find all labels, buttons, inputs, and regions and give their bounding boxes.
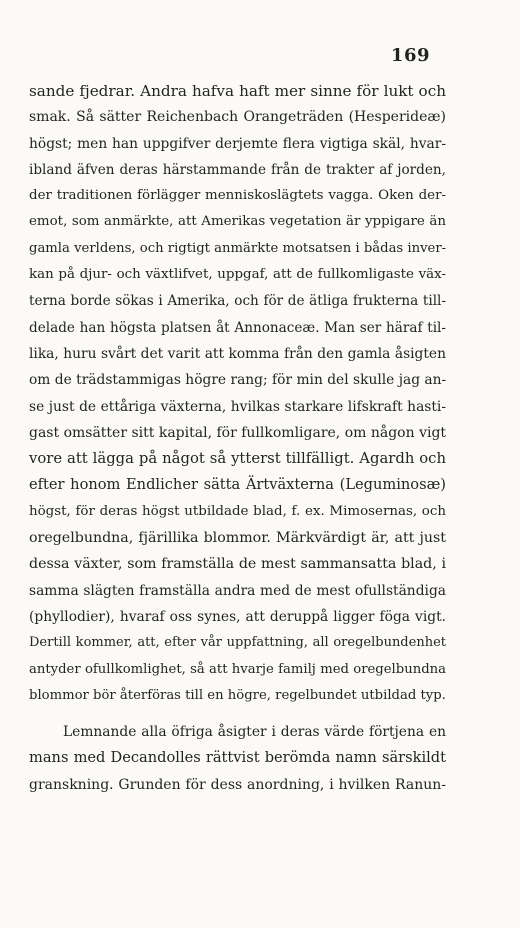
- text-line: sande fjedrar. Andra hafva haft mer sinne för lukt och: [29, 82, 446, 100]
- text-line: ibland äfven deras härstammande från de trakter af jorden,: [29, 161, 446, 178]
- body-text: [29, 78, 446, 798]
- text-line: se just de ettåriga växterna, hvilkas starkare lifskraft hasti-: [29, 398, 446, 415]
- text-line: kan på djur- och växtlifvet, uppgaf, att de fullkomligaste väx-: [29, 267, 446, 283]
- text-line: Dertill kommer, att, efter vår uppfattning, all oregelbundenhet: [29, 635, 446, 651]
- text-line: dessa växter, som framställa de mest sammansatta blad, i: [29, 556, 446, 573]
- text-line: oregelbundna, fjärillika blommor. Märkvärdigt är, att just: [29, 530, 446, 547]
- text-line: (phyllodier), hvaraf oss synes, att deruppå ligger föga vigt.: [29, 608, 446, 625]
- text-line: mans med Decandolles rättvist berömda namn särskildt: [29, 749, 446, 767]
- text-line: smak. Så sätter Reichenbach Orangeträden (Hesperideæ): [29, 109, 446, 126]
- text-line: granskning. Grunden för dess anordning, i hvilken Ranun-: [29, 776, 446, 793]
- text-line: högst; men han uppgifver derjemte flera vigtiga skäl, hvar-: [29, 135, 446, 152]
- text-line: efter honom Endlicher sätta Ärtväxterna (Leguminosæ): [29, 476, 446, 494]
- text-line: antyder ofullkomlighet, så att hvarje familj med oregelbundna: [29, 661, 446, 677]
- page-number: 169: [390, 45, 430, 66]
- text-line: gamla verldens, och rigtigt anmärkte motsatsen i bådas inver-: [29, 240, 447, 256]
- text-line: terna borde sökas i Amerika, och för de ätliga frukterna till-: [29, 293, 446, 310]
- paragraph: [29, 78, 446, 709]
- text-line: emot, som anmärkte, att Amerikas vegetation är yppigare än: [29, 214, 446, 230]
- text-line: der traditionen förlägger menniskoslägtets vagga. Oken der-: [29, 188, 446, 204]
- text-line: delade han högsta platsen åt Annonaceæ. Man ser häraf til-: [29, 319, 446, 336]
- text-line: lika, huru svårt det varit att komma från den gamla åsigten: [29, 345, 446, 362]
- text-line: vore att lägga på något så ytterst tillfälligt. Agardh och: [29, 450, 446, 468]
- text-line: om de trädstammigas högre rang; för min del skulle jag an-: [29, 372, 447, 389]
- paragraph: [29, 719, 446, 798]
- text-line: samma slägten framställa andra med de mest ofullständiga: [29, 582, 446, 599]
- text-line: högst, för deras högst utbildade blad, f. ex. Mimosernas, och: [29, 503, 446, 519]
- text-line: gast omsätter sitt kapital, för fullkomligare, om någon vigt: [29, 424, 447, 441]
- text-line: blommor bör återföras till en högre, regelbundet utbildad typ.: [29, 687, 446, 703]
- text-line: Lemnande alla öfriga åsigter i deras värde förtjena en: [63, 724, 446, 741]
